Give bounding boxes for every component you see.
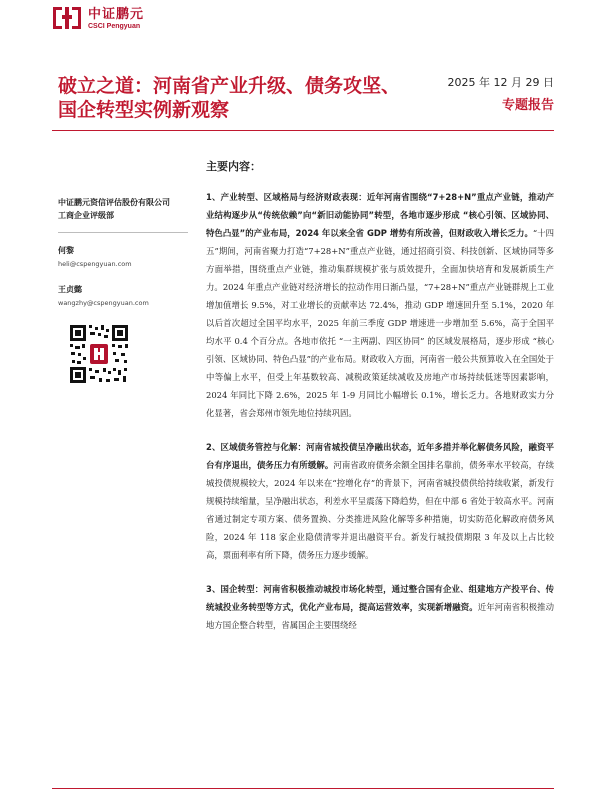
- department-name: 工商企业评级部: [58, 211, 114, 220]
- author-name: 何黎: [58, 246, 74, 255]
- author-name: 王贞懿: [58, 285, 82, 294]
- summary-paragraph: [206, 188, 554, 422]
- author-email[interactable]: heli@cspengyuan.com: [58, 260, 132, 268]
- report-title-line-2: 国企转型实例新观察: [58, 99, 230, 121]
- summary-lead: 1、产业转型、区域格局与经济财政表现：近年河南省围绕“7+28+N”重点产业链，推动产业结构逐步从“传统依赖”向“新旧动能协同”转型，各地市逐步形成 “核心引领、区域协同、特色凸显”的产业布局，2024 年以来全省 GDP 增势有所改善，但财政收入增长乏力。: [206, 192, 554, 238]
- summary-body: “十四五”期间，河南省聚力打造“7+28+N”重点产业链，通过招商引资、科技创新、区域协同等多方面举措，围绕重点产业链，推动集群规模扩张与质效提升，全面加快培育和发展新质生产力。2024 年重点产业链对经济增长的拉动作用日渐凸显，“7+28+N”重点产业链群规上工业增加值增长 9.5%，对工业增长的贡献率达 72.4%，推动 GDP 增速回升至 5.1%，2020 年以后首次超过全国平均水平，2025 年前三季度 GDP 增速进一步增加至 5.6%，高于全国平均水平 0.4 个百分点。各地市依托 “一主两副、四区协同” 的区域发展格局，逐步形成 “核心引领、区域协同、特色凸显”的产业布局。财政收入方面，河南省一般公共预算收入在全国处于中等偏上水平，但受上年基数较高、减税政策延续减收及房地产市场持续低迷等因素影响，2024 年同比下降 2.6%，2025 年 1-9 月同比小幅增长 0.1%，增长乏力。各地财政实力分化显著，省会郑州市领先地位持续巩固。: [206, 228, 554, 418]
- author-email[interactable]: wangzhy@cspengyuan.com: [58, 299, 149, 307]
- summary-lead: 2、区域债务管控与化解：河南省城投债呈净融出状态，近年多措并举化解债务风险，融资平台有序退出，债务压力有所缓解。: [206, 442, 554, 470]
- report-type: 专题报告: [501, 98, 554, 113]
- brand-name-cn: 中证鹏元: [88, 7, 145, 22]
- summary-body: 近年河南省积极推动地方国企整合转型，省属国企主要围绕经: [206, 602, 555, 630]
- brand-name-en: CSCI Pengyuan: [88, 23, 141, 30]
- organization-name: 中证鹏元资信评估股份有限公司: [58, 198, 170, 207]
- summary-paragraph: [206, 580, 554, 634]
- report-title: [58, 74, 438, 122]
- report-title-line-1: 破立之道：河南省产业升级、债务攻坚、: [58, 75, 401, 97]
- qr-code-icon: [68, 323, 130, 385]
- report-date: 2025 年 12 月 29 日: [447, 76, 554, 89]
- main-content: [206, 158, 554, 650]
- cscip-logo-icon: [52, 5, 82, 33]
- footer-divider: [52, 788, 554, 789]
- summary-lead: 3、国企转型：河南省积极推动城投市场化转型，通过整合国有企业、组建地方产投平台、传统城投业务转型等方式，优化产业布局，提高运营效率，实现新增融资。: [206, 584, 554, 612]
- sidebar-divider: [58, 232, 188, 233]
- sidebar: [58, 196, 196, 385]
- summary-paragraph: [206, 438, 554, 564]
- summary-body: 河南省政府债务余额全国排名靠前，债务率水平较高，存续城投债规模较大，2024 年以来在“控增化存”的背景下，河南省城投债供给持续收紧，新发行规模持续缩量，呈净融出状态，利差水平呈震荡下降趋势，但在中部 6 省处于较高水平。河南省通过制定专项方案、债务置换、分类推进风险化解等多种措施，切实防范化解政府债务风险，2024 年 118 家企业隐债清零并退出融资平台。新发行城投债期限 3 年及以上占比较高，票面利率有所下降，债务压力逐步缓解。: [206, 460, 554, 560]
- brand-logo: [52, 3, 144, 35]
- header-divider: [52, 130, 554, 131]
- main-heading: 主要内容：: [206, 160, 261, 173]
